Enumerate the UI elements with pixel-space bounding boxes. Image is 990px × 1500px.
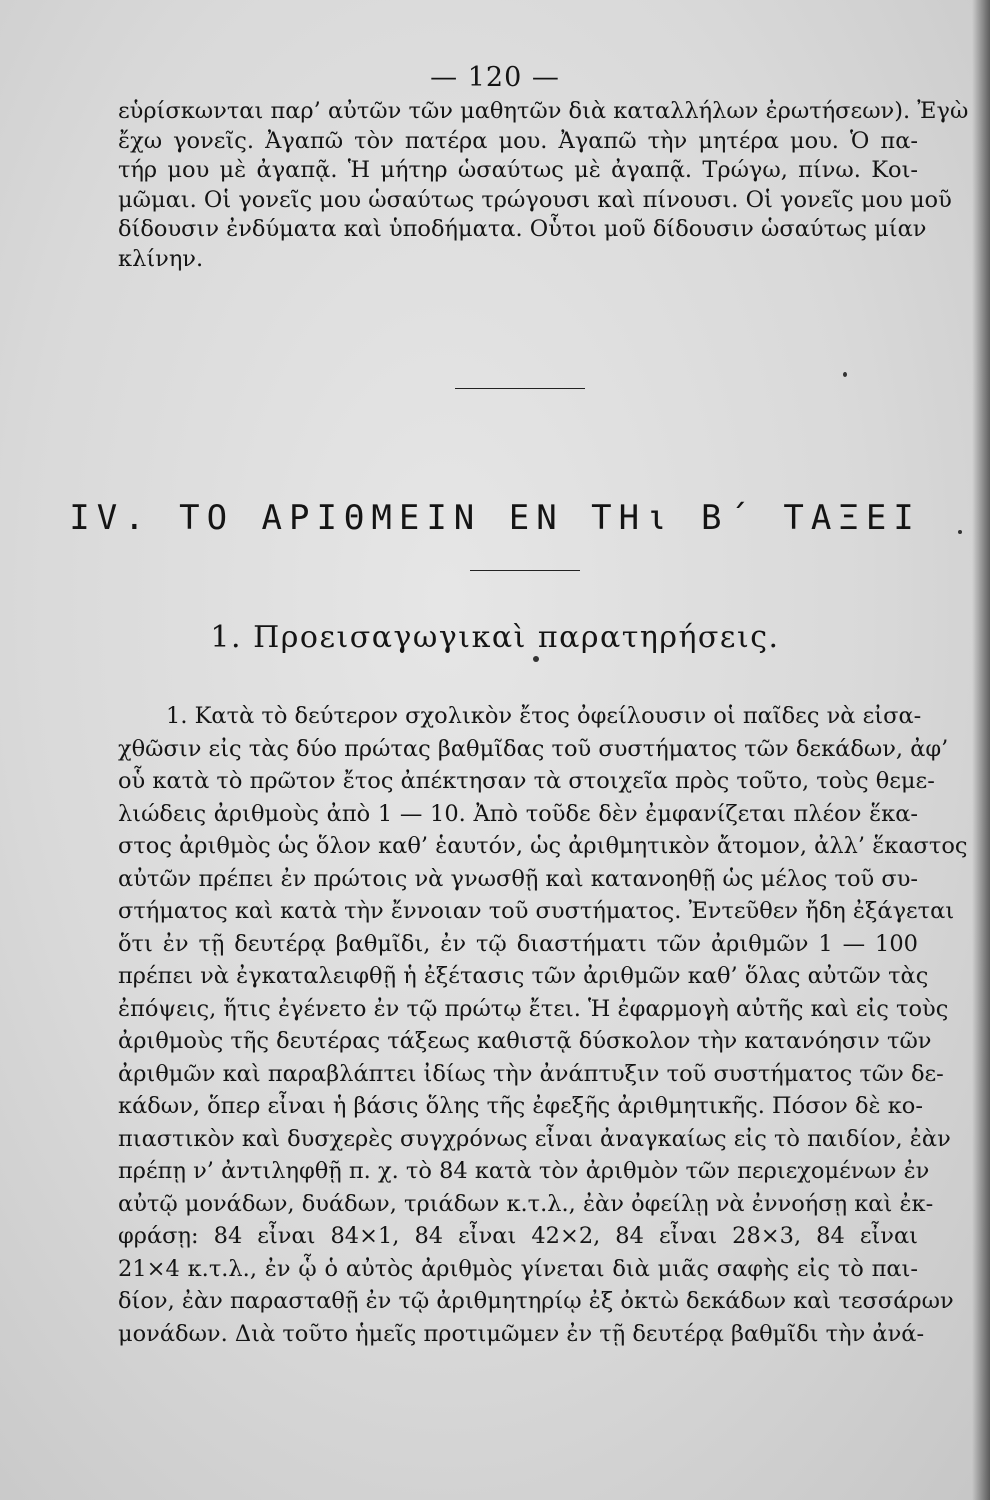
divider-rule <box>455 388 585 389</box>
text-line: μῶμαι. Οἱ γονεῖς μου ὡσαύτως τρώγουσι καὶ πίνουσι. Οἱ γονεῖς μου μοῦ <box>118 186 952 213</box>
ink-speck <box>533 656 539 662</box>
text-line: λιώδεις ἀριθμοὺς ἀπὸ 1 — 10. Ἀπὸ τοῦδε δὲν ἐμφανίζεται πλέον ἕκα- <box>118 800 918 827</box>
text-line: φράσῃ: 84 εἶναι 84×1, 84 εἶναι 42×2, 84 εἶναι 28×3, 84 εἶναι <box>118 1223 918 1249</box>
text-line: ἀριθμοὺς τῆς δευτέρας τάξεως καθιστᾷ δύσκολον τὴν κατανόησιν τῶν <box>118 1028 932 1054</box>
text-line: οὗ κατὰ τὸ πρῶτον ἔτος ἀπέκτησαν τὰ στοιχεῖα πρὸς τοῦτο, τοὺς θεμε- <box>118 768 935 794</box>
text-line: πρέπῃ ν’ ἀντιληφθῇ π. χ. τὸ 84 κατὰ τὸν ἀριθμὸν τῶν περιεχομένων ἐν <box>118 1158 930 1184</box>
text-line: εὑρίσκωνται παρ’ αὐτῶν τῶν μαθητῶν διὰ καταλλήλων ἐρωτήσεων). Ἐγὼ <box>118 98 969 124</box>
text-line: δίδουσιν ἐνδύματα καὶ ὑποδήματα. Οὗτοι μοῦ δίδουσιν ὡσαύτως μίαν <box>118 216 927 243</box>
text-line: στήματος καὶ κατὰ τὴν ἔννοιαν τοῦ συστήματος. Ἐντεῦθεν ἤδη ἐξάγεται <box>118 898 955 924</box>
page-number: — 120 — <box>430 62 560 93</box>
text-line: μονάδων. Διὰ τοῦτο ἡμεῖς προτιμῶμεν ἐν τῇ δευτέρᾳ βαθμῖδι τὴν ἀνά- <box>118 1320 925 1347</box>
page-edge-shadow <box>972 0 990 1500</box>
text-line: κλίνην. <box>118 245 204 272</box>
subheading: 1. Προεισαγωγικαὶ παρατηρήσεις. <box>210 620 780 655</box>
paragraph-top <box>118 97 969 275</box>
text-line: αὐτῷ μονάδων, δυάδων, τριάδων κ.τ.λ., ἐὰν ὀφείλῃ νὰ ἐννοήσῃ καὶ ἐκ- <box>118 1190 934 1217</box>
ink-speck <box>843 372 847 377</box>
text-line: κάδων, ὅπερ εἶναι ἡ βάσις ὅλης τῆς ἐφεξῆς ἀριθμητικῆς. Πόσον δὲ κο- <box>118 1093 923 1119</box>
text-line: χθῶσιν εἰς τὰς δύο πρώτας βαθμῖδας τοῦ συστήματος τῶν δεκάδων, ἀφ’ <box>118 735 949 762</box>
text-line: πιαστικὸν καὶ δυσχερὲς συγχρόνως εἶναι ἀναγκαίως εἰς τὸ παιδίον, ἐὰν <box>118 1125 951 1152</box>
text-line: ἐπόψεις, ἥτις ἐγένετο ἐν τῷ πρώτῳ ἔτει. Ἡ ἐφαρμογὴ αὐτῆς καὶ εἰς τοὺς <box>118 995 949 1022</box>
text-line: 21×4 κ.τ.λ., ἐν ᾧ ὁ αὐτὸς ἀριθμὸς γίνεται διὰ μιᾶς σαφὴς εἰς τὸ παι- <box>118 1255 918 1282</box>
text-line: δίον, ἐὰν παρασταθῇ ἐν τῷ ἀριθμητηρίῳ ἐξ ὀκτὼ δεκάδων καὶ τεσσάρων <box>118 1288 954 1314</box>
divider-rule <box>470 570 580 571</box>
text-line: στος ἀριθμὸς ὡς ὅλον καθ’ ἑαυτόν, ὡς ἀριθμητικὸν ἄτομον, ἀλλ’ ἕκαστος <box>118 833 968 859</box>
text-line: τήρ μου μὲ ἀγαπᾷ. Ἡ μήτηρ ὡσαύτως μὲ ἀγαπᾷ. Τρώγω, πίνω. Κοι- <box>118 157 918 184</box>
text-line: ὅτι ἐν τῇ δευτέρᾳ βαθμῖδι, ἐν τῷ διαστήματι τῶν ἀριθμῶν 1 — 100 <box>118 930 918 957</box>
text-line: ἀριθμῶν καὶ παραβλάπτει ἰδίως τὴν ἀνάπτυξιν τοῦ συστήματος τῶν δε- <box>118 1060 944 1087</box>
paragraph-main <box>118 700 968 1350</box>
text-line: πρέπει νὰ ἐγκαταλειφθῇ ἡ ἐξέτασις τῶν ἀριθμῶν καθ’ ὅλας αὐτῶν τὰς <box>118 963 929 989</box>
text-line: αὐτῶν πρέπει ἐν πρώτοις νὰ γνωσθῇ καὶ κατανοηθῇ ὡς μέλος τοῦ συ- <box>118 865 918 892</box>
text-line: ἔχω γονεῖς. Ἀγαπῶ τὸν πατέρα μου. Ἀγαπῶ τὴν μητέρα μου. Ὁ πα- <box>118 127 918 154</box>
ink-speck <box>958 530 962 534</box>
text-line: 1. Κατὰ τὸ δεύτερον σχολικὸν ἔτος ὀφείλουσιν οἱ παῖδες νὰ εἰσα- <box>166 703 922 729</box>
section-heading: IV. ΤΟ ΑΡΙΘΜΕΙΝ ΕΝ ΤΗι Β΄ ΤΑΞΕΙ <box>69 498 921 538</box>
